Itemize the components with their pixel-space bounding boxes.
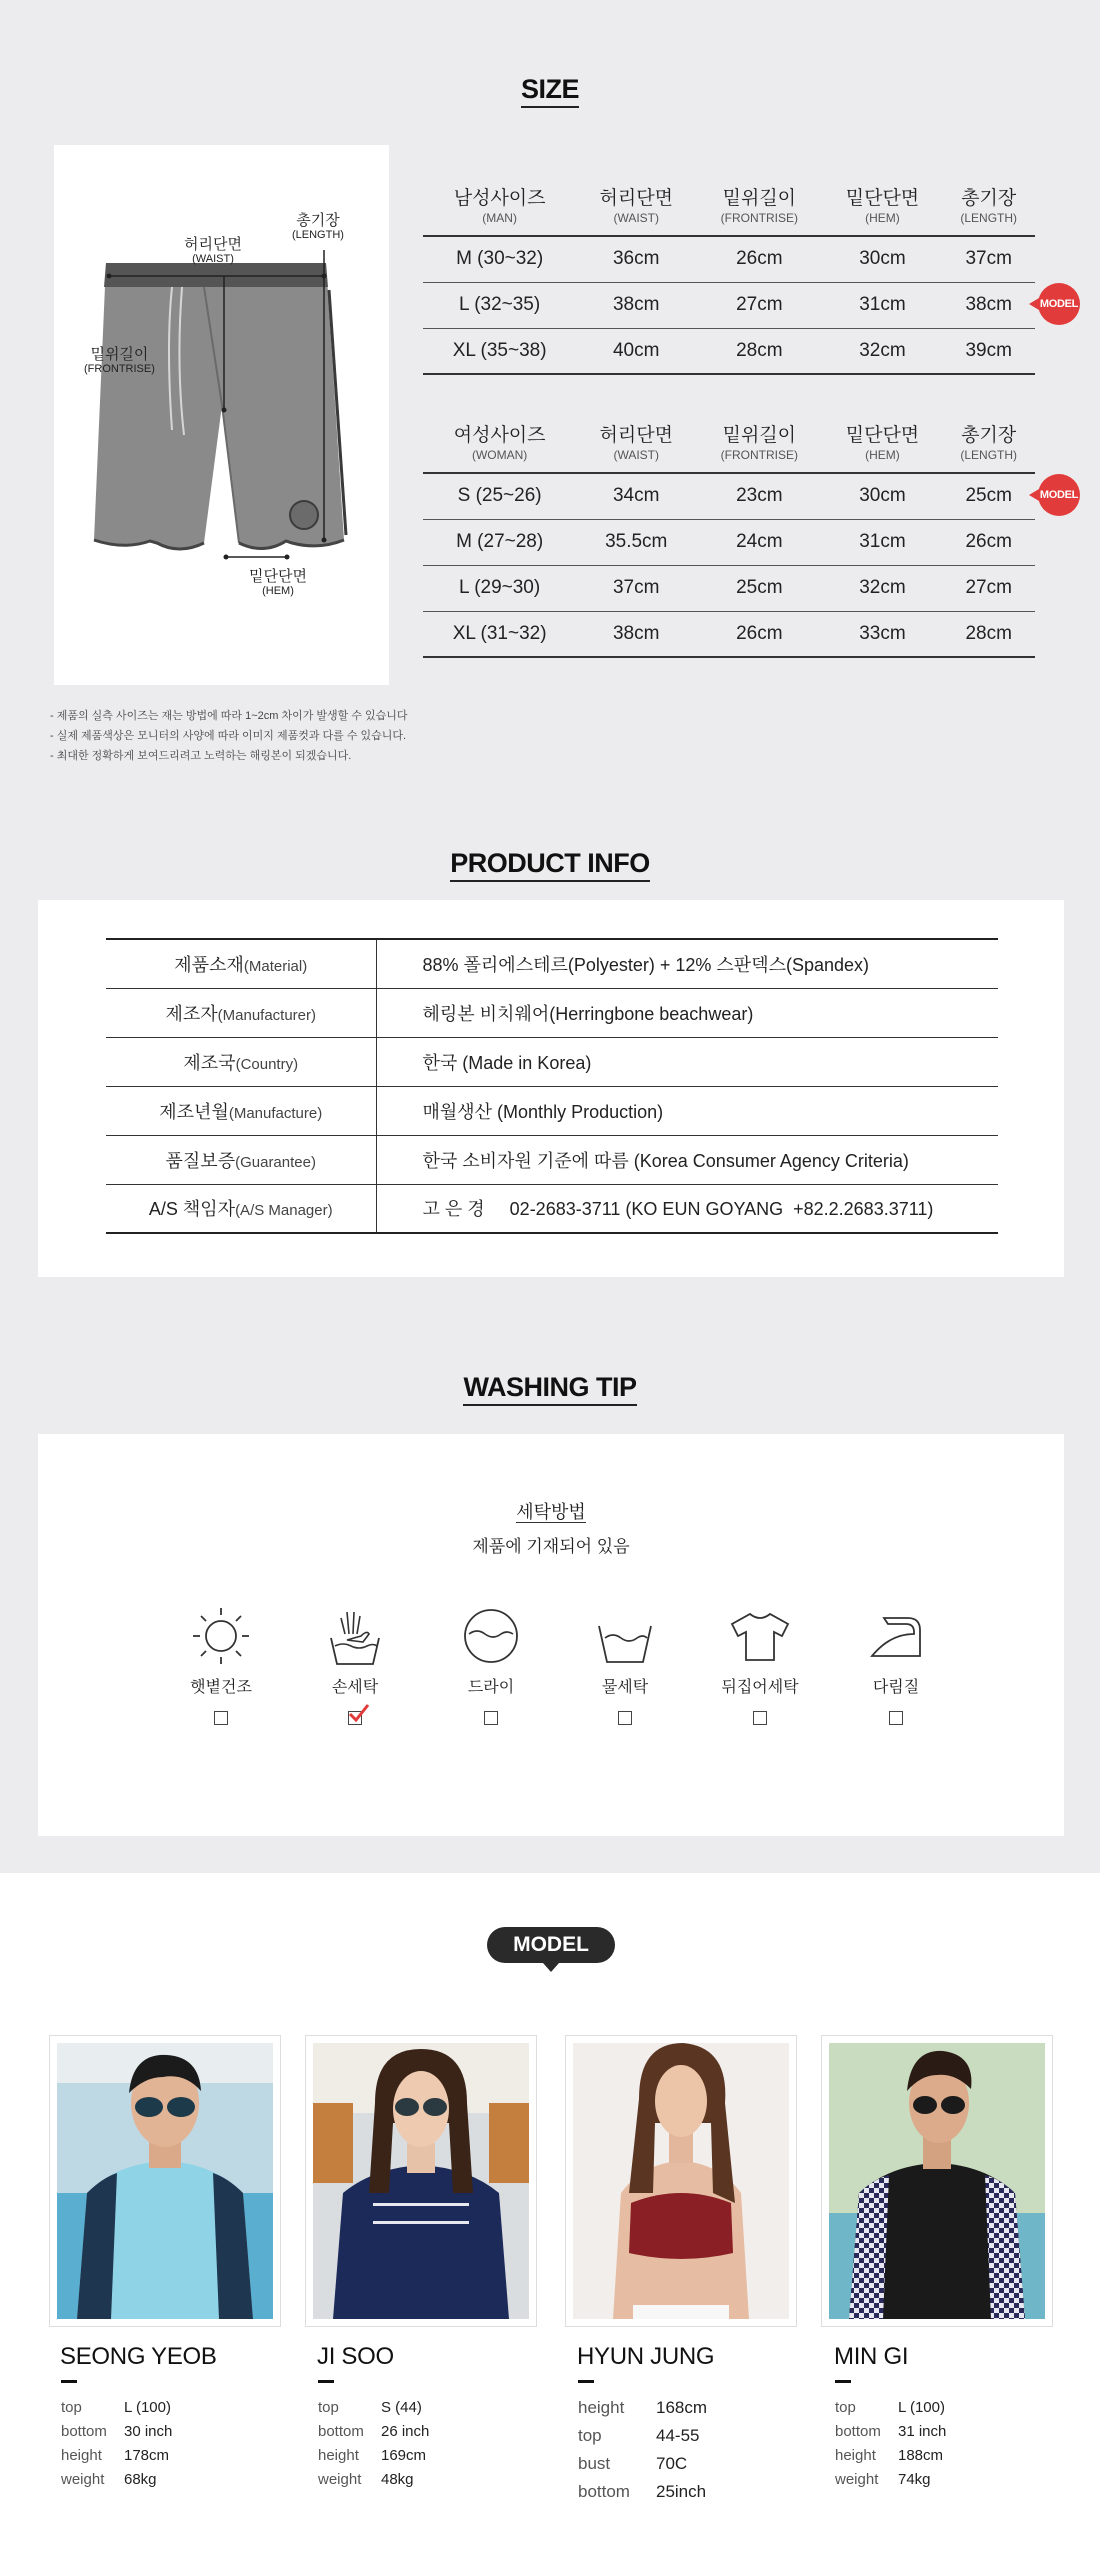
wash-checkbox[interactable] [753, 1711, 767, 1725]
product-info-table [106, 938, 998, 1234]
table-row: L (32~35) 38cm 27cm 31cm 38cm [423, 282, 1035, 328]
table-row: 제조년월(Manufacture) 매월생산 (Monthly Production) [106, 1086, 998, 1135]
washing-panel [38, 1434, 1064, 1836]
model-section-title: MODEL [487, 1927, 615, 1963]
men-header-size: 남성사이즈 (MAN) [423, 178, 576, 236]
size-notes: - 제품의 실측 사이즈는 재는 방법에 따라 1~2cm 차이가 발생할 수 있습니다 - 실제 제품색상은 모니터의 사양에 따라 이미지 제품컷과 다를 수 있습니다. - 최대한 정확하게 보여드리려고 노력하는 해링본이 되겠습니다. [50, 710, 408, 762]
women-header-hem: 밑단단면 (HEM) [822, 415, 942, 473]
model-specs: top L (100) bottom 31 inch height 188cm weight 74kg [835, 2399, 947, 2488]
waist-label: 허리단면 (WAIST) [184, 236, 242, 265]
model-card-seong-yeob [50, 2036, 280, 2326]
model-dash [578, 2380, 594, 2383]
wash-item-hand-wash: 손세탁 [305, 1604, 405, 1725]
wash-checkbox-checked[interactable] [348, 1711, 362, 1725]
hand-wash-icon [323, 1604, 387, 1668]
frontrise-label: 밑위길이 (FRONTRISE) [84, 346, 155, 375]
model-photo [57, 2043, 273, 2319]
model-name: HYUN JUNG [577, 2343, 715, 2370]
model-dash [835, 2380, 851, 2383]
wash-checkbox[interactable] [214, 1711, 228, 1725]
table-row: L (29~30) 37cm 25cm 32cm 27cm [423, 565, 1035, 611]
model-card-hyun-jung [566, 2036, 796, 2326]
product-info-title: PRODUCT INFO [0, 848, 1100, 879]
table-row: M (30~32) 36cm 26cm 30cm 37cm [423, 236, 1035, 282]
table-row: XL (35~38) 40cm 28cm 32cm 39cm [423, 328, 1035, 374]
wash-item-water-wash: 물세탁 [575, 1604, 675, 1725]
table-row: 품질보증(Guarantee) 한국 소비자원 기준에 따름 (Korea Consumer Agency Criteria) [106, 1135, 998, 1184]
men-header-length: 총기장 (LENGTH) [942, 178, 1035, 236]
men-header-hem: 밑단단면 (HEM) [822, 178, 942, 236]
check-mark-icon [348, 1704, 370, 1724]
iron-icon [864, 1604, 928, 1668]
model-size-badge: MODEL [1038, 283, 1080, 325]
model-specs: height 168cm top 44-55 bust 70C bottom 25inch [578, 2398, 708, 2501]
dry-clean-icon [459, 1604, 523, 1668]
inside-out-wash-icon [728, 1604, 792, 1668]
table-row: M (27~28) 35.5cm 24cm 31cm 26cm [423, 519, 1035, 565]
product-info-panel [38, 900, 1064, 1277]
shorts-diagram [54, 145, 389, 685]
table-row: 제조국(Country) 한국 (Made in Korea) [106, 1037, 998, 1086]
model-specs: top S (44) bottom 26 inch height 169cm weight 48kg [318, 2399, 430, 2488]
model-dash [61, 2380, 77, 2383]
model-size-badge: MODEL [1038, 474, 1080, 516]
washing-tip-title: WASHING TIP [0, 1372, 1100, 1403]
wash-checkbox[interactable] [889, 1711, 903, 1725]
wash-checkbox[interactable] [618, 1711, 632, 1725]
model-name: SEONG YEOB [60, 2343, 217, 2370]
table-row: 제품소재(Material) 88% 폴리에스테르(Polyester) + 12% 스판덱스(Spandex) [106, 939, 998, 988]
women-header-waist: 허리단면 (WAIST) [576, 415, 696, 473]
length-label: 총기장 (LENGTH) [292, 212, 344, 241]
model-photo [829, 2043, 1045, 2319]
table-row: 제조자(Manufacturer) 헤링본 비치웨어(Herringbone beachwear) [106, 988, 998, 1037]
men-size-table [423, 178, 1035, 375]
model-specs: top L (100) bottom 30 inch height 178cm weight 68kg [61, 2399, 173, 2488]
size-section-title: SIZE [0, 74, 1100, 105]
wash-checkbox[interactable] [484, 1711, 498, 1725]
table-row: A/S 책임자(A/S Manager) 고 은 경 02-2683-3711 (KO EUN GOYANG +82.2.2683.3711) [106, 1184, 998, 1233]
table-row: S (25~26) 34cm 23cm 30cm 25cm [423, 473, 1035, 519]
wash-item-inside-out: 뒤집어세탁 [710, 1604, 810, 1725]
model-card-min-gi [822, 2036, 1052, 2326]
table-row: XL (31~32) 38cm 26cm 33cm 28cm [423, 611, 1035, 657]
washing-subheading: 제품에 기재되어 있음 [472, 1537, 630, 1556]
model-photo [313, 2043, 529, 2319]
model-name: JI SOO [317, 2343, 394, 2370]
wash-item-iron: 다림질 [846, 1604, 946, 1725]
model-dash [318, 2380, 334, 2383]
wash-item-sun-dry: 햇볕건조 [171, 1604, 271, 1725]
model-photo [573, 2043, 789, 2319]
women-header-size: 여성사이즈 (WOMAN) [423, 415, 576, 473]
model-card-ji-soo [306, 2036, 536, 2326]
water-wash-icon [593, 1604, 657, 1668]
model-name: MIN GI [834, 2343, 909, 2370]
men-header-frontrise: 밑위길이 (FRONTRISE) [696, 178, 822, 236]
women-header-frontrise: 밑위길이 (FRONTRISE) [696, 415, 822, 473]
wash-item-dry-clean: 드라이 [441, 1604, 541, 1725]
hem-label: 밑단단면 (HEM) [249, 568, 307, 597]
women-header-length: 총기장 (LENGTH) [942, 415, 1035, 473]
women-size-table [423, 415, 1035, 658]
men-header-waist: 허리단면 (WAIST) [576, 178, 696, 236]
sun-dry-icon [189, 1604, 253, 1668]
washing-heading: 세탁방법 [516, 1502, 586, 1522]
